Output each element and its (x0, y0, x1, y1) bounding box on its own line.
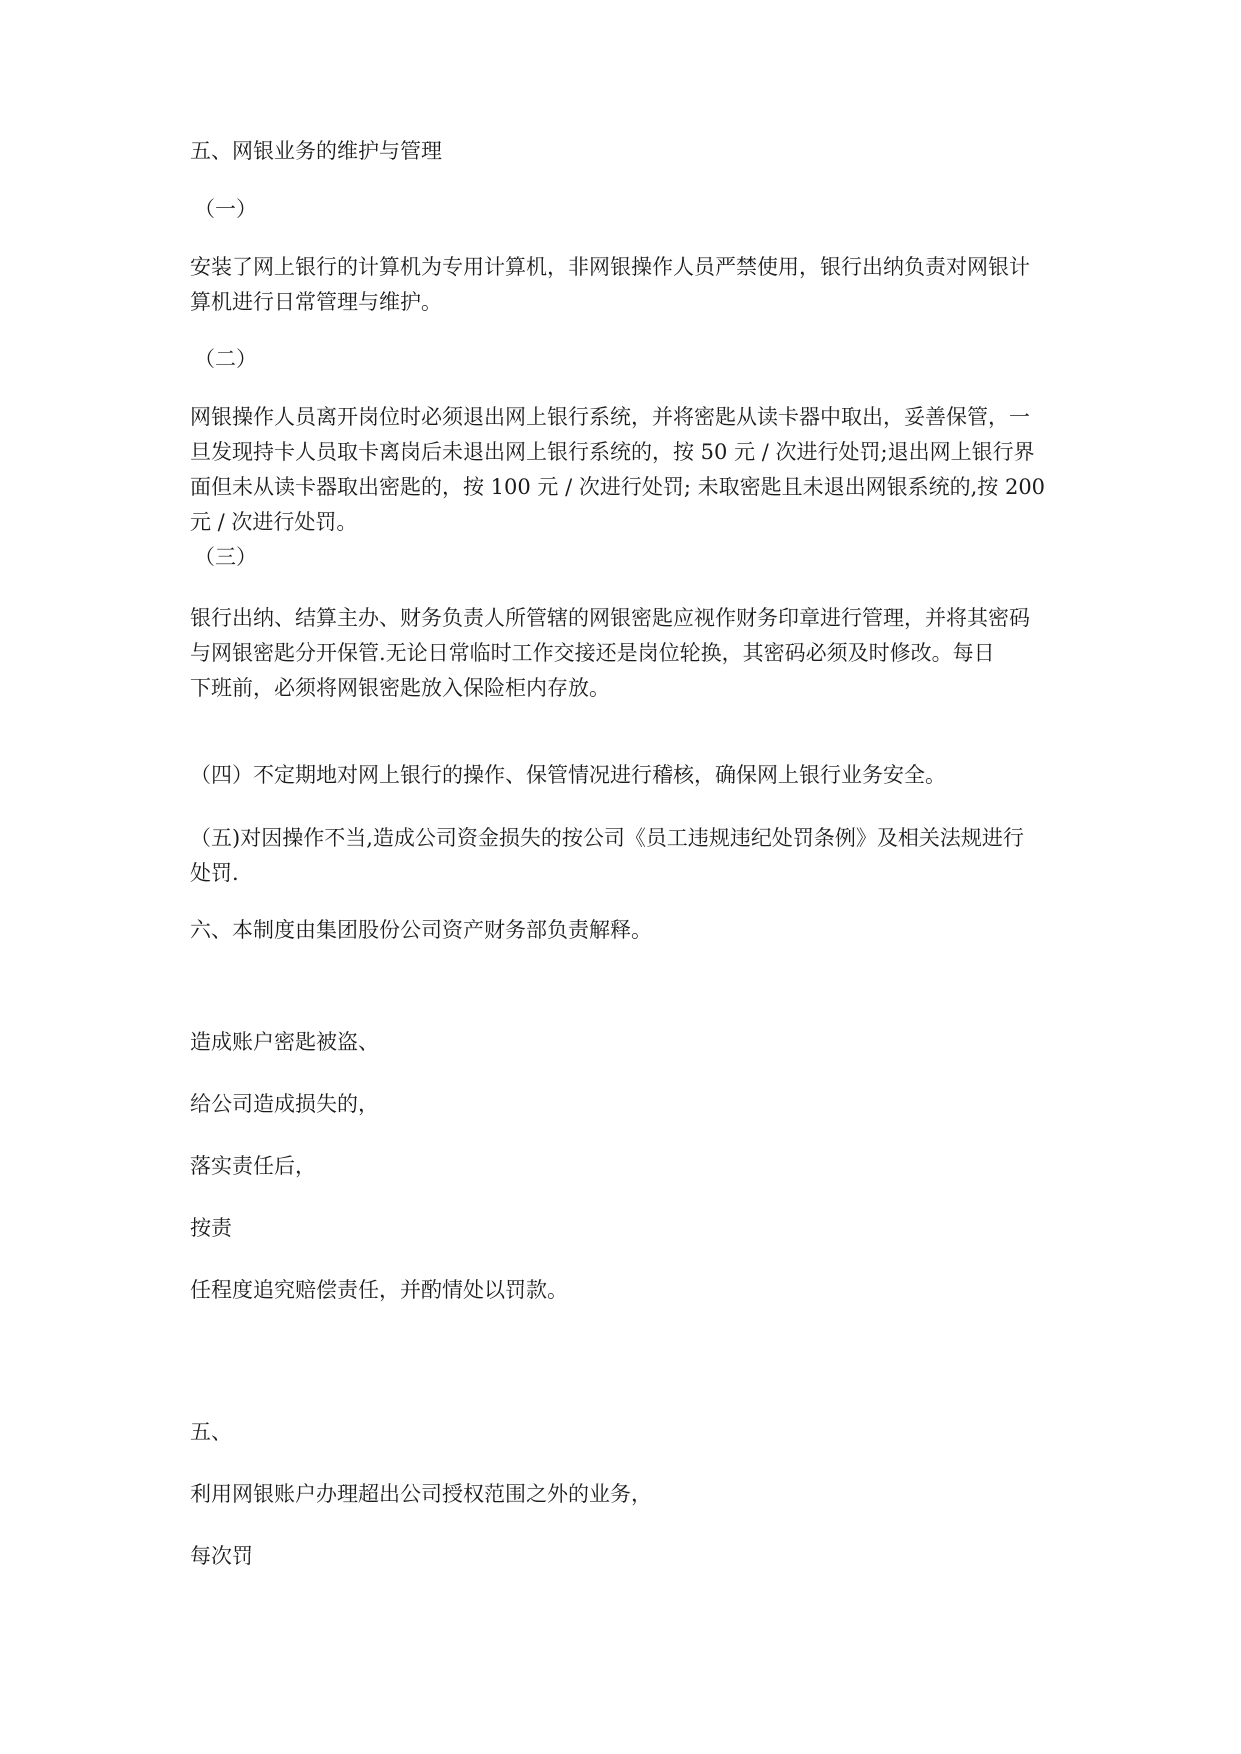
fragment-text: 五、 (190, 1420, 232, 1444)
fragment-text: 给公司造成损失的， (190, 1092, 379, 1116)
fragment-text: 落实责任后， (190, 1154, 316, 1178)
item-five-line: （五)对因操作不当,造成公司资金损失的按公司《员工违规违纪处罚条例》及相关法规进行 (190, 826, 1024, 850)
item-five-paragraph (190, 821, 1060, 891)
item-two-line: 面但未从读卡器取出密匙的，按 100 元 / 次进行处罚; 未取密匙且未退出网银系统的,按 200 (190, 475, 1046, 499)
fragment-text: 造成账户密匙被盗、 (190, 1030, 379, 1054)
section-heading-six: 六、本制度由集团股份公司资产财务部负责解释。 (190, 918, 652, 942)
item-two-line: 旦发现持卡人员取卡离岗后未退出网上银行系统的，按 50 元 / 次进行处罚;退出网上银行界 (190, 440, 1035, 464)
item-three-line: 银行出纳、结算主办、财务负责人所管辖的网银密匙应视作财务印章进行管理，并将其密码 (190, 606, 1030, 630)
item-one-paragraph (190, 250, 1060, 320)
item-two-line: 网银操作人员离开岗位时必须退出网上银行系统，并将密匙从读卡器中取出，妥善保管，一 (190, 405, 1030, 429)
item-one-line: 安装了网上银行的计算机为专用计算机，非网银操作人员严禁使用，银行出纳负责对网银计 (190, 255, 1030, 279)
item-three-line: 与网银密匙分开保管.无论日常临时工作交接还是岗位轮换，其密码必须及时修改。每日 (190, 641, 995, 665)
item-two-paragraph (190, 400, 1060, 540)
item-one-label: （一） (194, 197, 257, 221)
fragment-text: 每次罚 (190, 1544, 253, 1568)
fragment-text: 按责 (190, 1216, 232, 1240)
fragment-text: 任程度追究赔偿责任，并酌情处以罚款。 (190, 1278, 568, 1302)
item-five-line: 处罚. (190, 861, 239, 885)
item-four-paragraph: （四）不定期地对网上银行的操作、保管情况进行稽核，确保网上银行业务安全。 (190, 763, 946, 787)
item-three-label: （三） (194, 545, 257, 569)
item-three-paragraph (190, 601, 1060, 706)
fragment-text: 利用网银账户办理超出公司授权范围之外的业务， (190, 1482, 652, 1506)
item-three-line: 下班前，必须将网银密匙放入保险柜内存放。 (190, 676, 610, 700)
item-one-line: 算机进行日常管理与维护。 (190, 290, 442, 314)
item-two-line: 元 / 次进行处罚。 (190, 510, 358, 534)
section-heading-five: 五、网银业务的维护与管理 (190, 139, 442, 163)
item-two-label: （二） (194, 347, 257, 371)
